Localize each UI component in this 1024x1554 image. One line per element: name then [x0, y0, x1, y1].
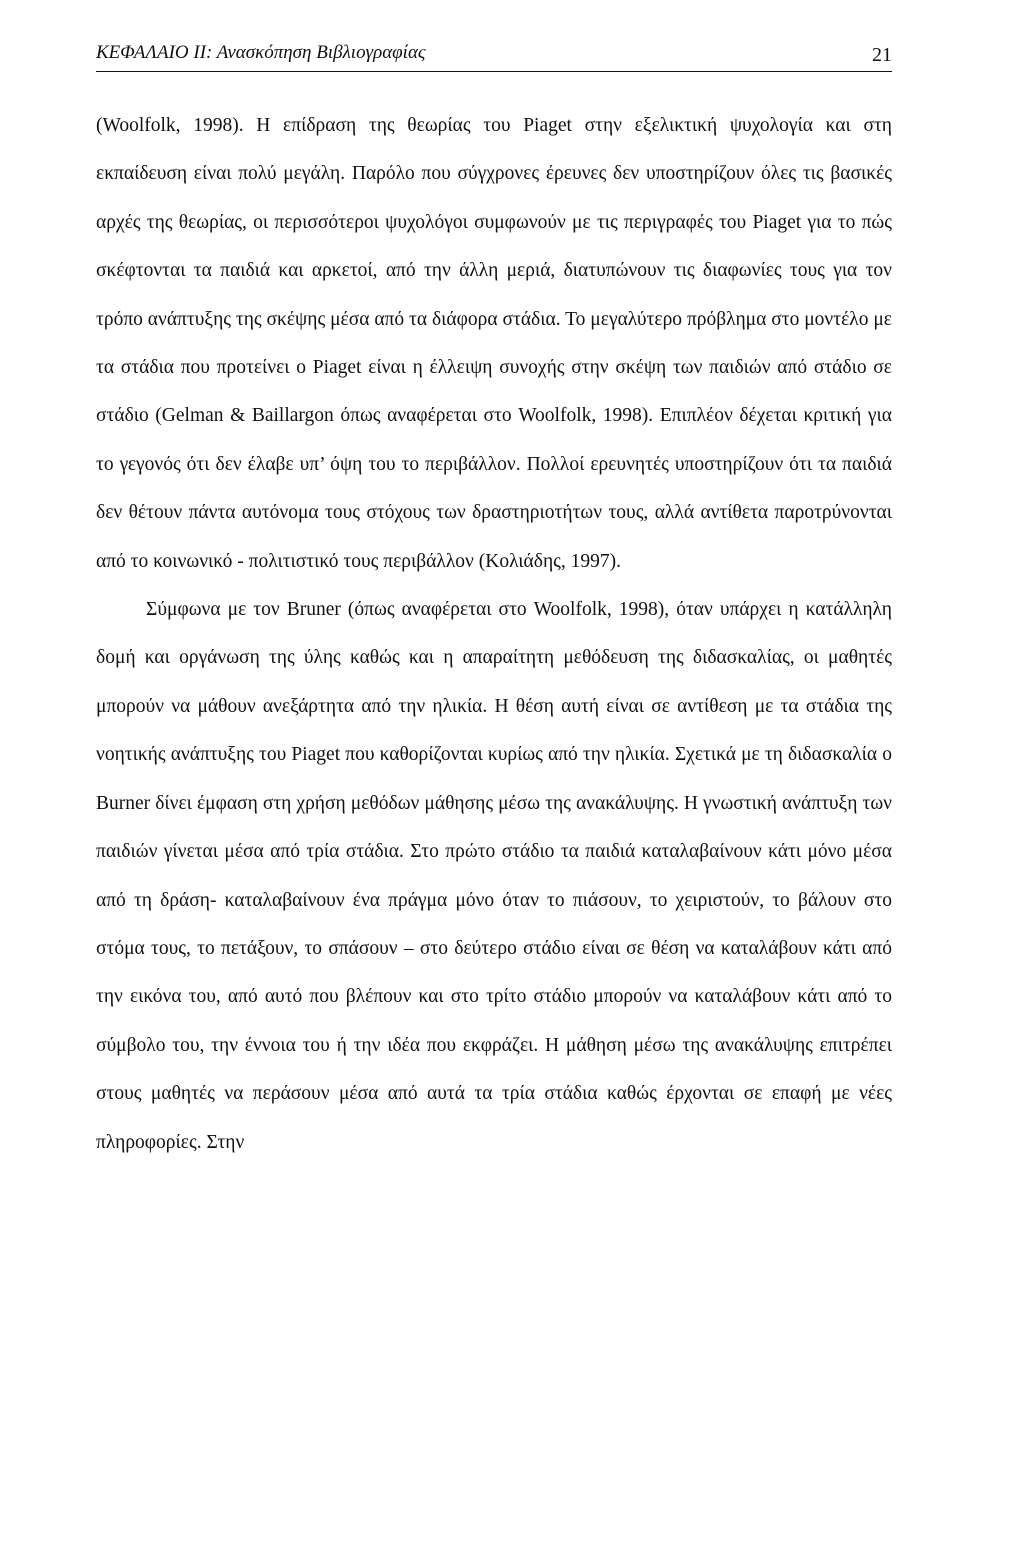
page-header — [96, 38, 892, 74]
header-divider — [96, 71, 892, 72]
page-number: 21 — [872, 44, 892, 66]
paragraph-1: (Woolfolk, 1998). Η επίδραση της θεωρίας του Piaget στην εξελικτική ψυχολογία και στη εκπαίδευση είναι πολύ μεγάλη. Παρόλο που σύγχρονες έρευνες δεν υποστηρίζουν όλες τις βασικές αρχές της θεωρίας, οι περισσότεροι ψυχολόγοι συμφωνούν με τις περιγραφές του Piaget για το πώς σκέφτονται τα παιδιά και αρκετοί, από την άλλη μεριά, διατυπώνουν τις διαφωνίες τους για τον τρόπο ανάπτυξης της σκέψης μέσα από τα διάφορα στάδια. Το μεγαλύτερο πρόβλημα στο μοντέλο με τα στάδια που προτείνει ο Piaget είναι η έλλειψη συνοχής στην σκέψη των παιδιών από στάδιο σε στάδιο (Gelman & Baillargon όπως αναφέρεται στο Woolfolk, 1998). Επιπλέον δέχεται κριτική για το γεγονός ότι δεν έλαβε υπ’ όψη του το περιβάλλον. Πολλοί ερευνητές υποστηρίζουν ότι τα παιδιά δεν θέτουν πάντα αυτόνομα τους στόχους των δραστηριοτήτων τους, αλλά αντίθετα παροτρύνονται από το κοινωνικό - πολιτιστικό τους περιβάλλον (Κολιάδης, 1997). — [96, 115, 892, 572]
paragraph-2: Σύμφωνα με τον Bruner (όπως αναφέρεται στο Woolfolk, 1998), όταν υπάρχει η κατάλληλη δομή και οργάνωση της ύλης καθώς και η απαραίτητη μεθόδευση της διδασκαλίας, οι μαθητές μπορούν να μάθουν ανεξάρτητα από την ηλικία. Η θέση αυτή είναι σε αντίθεση με τα στάδια της νοητικής ανάπτυξης του Piaget που καθορίζονται κυρίως από την ηλικία. Σχετικά με τη διδασκαλία ο Burner δίνει έμφαση στη χρήση μεθόδων μάθησης μέσω της ανακάλυψης. Η γνωστική ανάπτυξη των παιδιών γίνεται μέσα από τρία στάδια. Στο πρώτο στάδιο τα παιδιά καταλαβαίνουν κάτι μόνο μέσα από τη δράση- καταλαβαίνουν ένα πράγμα μόνο όταν το πιάσουν, το χειριστούν, το βάλουν στο στόμα τους, το πετάξουν, το σπάσουν – στο δεύτερο στάδιο είναι σε θέση να καταλάβουν κάτι από την εικόνα του, από αυτό που βλέπουν και στο τρίτο στάδιο μπορούν να καταλάβουν κάτι από το σύμβολο του, την έννοια του ή την ιδέα που εκφράζει. Η μάθηση μέσω της ανακάλυψης επιτρέπει στους μαθητές να περάσουν μέσα από αυτά τα τρία στάδια καθώς έρχονται σε επαφή με νέες πληροφορίες. Στην — [96, 599, 892, 1153]
chapter-title: ΚΕΦΑΛΑΙΟ ΙΙ: Ανασκόπηση Βιβλιογραφίας — [96, 42, 426, 63]
body-text — [96, 102, 892, 1167]
